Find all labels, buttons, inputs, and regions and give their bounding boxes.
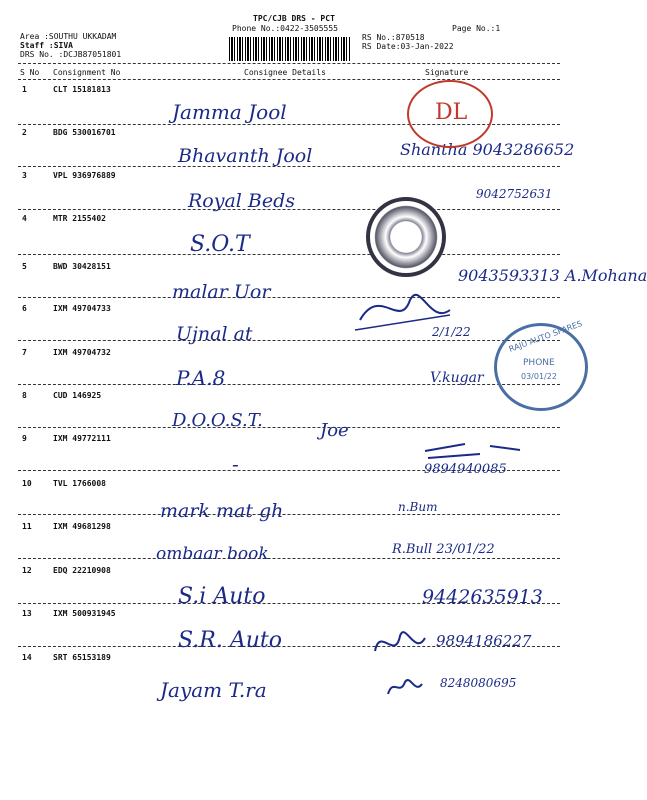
handwritten-signature: Joe xyxy=(320,420,349,441)
row-consignment: SRT 65153189 xyxy=(53,653,111,662)
row-consignment: IXM 49681298 xyxy=(53,522,111,531)
column-sno: S No xyxy=(20,68,40,77)
handwritten-signature: Shantha 9043286652 xyxy=(400,140,575,159)
drs-number: DRS No. :DCJB87051801 xyxy=(20,50,122,59)
dl-stamp-text: DL xyxy=(435,100,468,125)
row-consignment: CLT 15181813 xyxy=(53,85,111,94)
handwritten-consignee: malar Uor xyxy=(172,281,271,303)
row-sno: 13 xyxy=(22,609,32,618)
handwritten-consignee: D.O.O.S.T. xyxy=(172,410,263,431)
phone-number: Phone No.:0422-3505555 xyxy=(232,24,338,33)
row-sno: 14 xyxy=(22,653,32,662)
staff-label: Staff :SIVA xyxy=(20,41,73,50)
row-consignment: IXM 49704732 xyxy=(53,348,111,357)
handwritten-consignee: S.i Auto xyxy=(178,584,266,609)
handwritten-consignee: ombaar book xyxy=(156,544,269,564)
row-consignment: CUD 146925 xyxy=(53,391,102,400)
column-consignment: Consignment No xyxy=(53,68,121,77)
handwritten-signature: 8248080695 xyxy=(440,676,517,690)
shop-stamp-phone: PHONE xyxy=(523,358,555,368)
row-consignment: TVL 1766008 xyxy=(53,479,106,488)
row-divider xyxy=(18,427,560,428)
row-consignment: VPL 936976889 xyxy=(53,171,116,180)
dl-stamp xyxy=(407,80,493,148)
handwritten-consignee: Jayam T.ra xyxy=(160,678,267,702)
header-divider xyxy=(18,63,560,64)
handwritten-consignee: mark mat gh xyxy=(160,500,284,522)
row-divider xyxy=(18,558,560,559)
handwritten-consignee: S.O.T xyxy=(190,232,250,257)
handwritten-consignee: P.A.8 xyxy=(176,366,226,390)
handwritten-signature: 9442635913 xyxy=(422,586,543,608)
row-consignment: BWD 30428151 xyxy=(53,262,111,271)
area-label: Area :SOUTHU UKKADAM xyxy=(20,32,117,41)
row-sno: 8 xyxy=(22,391,27,400)
shop-stamp-date: 03/01/22 xyxy=(521,372,557,381)
handwritten-consignee: - xyxy=(232,452,239,476)
row-sno: 9 xyxy=(22,434,27,443)
row-sno: 5 xyxy=(22,262,27,271)
row-consignment: IXM 49704733 xyxy=(53,304,111,313)
signature-scribble xyxy=(350,280,460,340)
row-consignment: BDG 530016701 xyxy=(53,128,116,137)
row-sno: 12 xyxy=(22,566,32,575)
barcode xyxy=(229,37,351,61)
handwritten-signature: 9894186227 xyxy=(436,632,532,650)
row-sno: 6 xyxy=(22,304,27,313)
handwritten-consignee: Royal Beds xyxy=(188,190,296,212)
handwritten-consignee: Ujnal at xyxy=(176,323,253,345)
column-consignee: Consignee Details xyxy=(244,68,326,77)
handwritten-consignee: Bhavanth Jool xyxy=(178,145,313,167)
round-ink-stamp xyxy=(366,197,446,277)
page-number: Page No.:1 xyxy=(452,24,501,33)
handwritten-signature: 2/1/22 xyxy=(432,325,471,339)
row-divider xyxy=(18,514,560,515)
signature-scribble xyxy=(420,436,530,462)
handwritten-signature: 9043593313 A.Mohana xyxy=(458,266,647,285)
handwritten-consignee: S.R. Auto xyxy=(178,628,282,653)
row-divider xyxy=(18,254,560,255)
row-sno: 4 xyxy=(22,214,27,223)
rs-number: RS No.:870518 xyxy=(362,33,425,42)
row-sno: 10 xyxy=(22,479,32,488)
shop-stamp xyxy=(494,319,588,411)
row-divider xyxy=(18,297,560,298)
handwritten-signature: 9042752631 xyxy=(476,187,553,201)
handwritten-signature: R.Bull 23/01/22 xyxy=(392,542,495,557)
row-consignment: MTR 2155402 xyxy=(53,214,106,223)
column-divider xyxy=(18,79,560,80)
document-title: TPC/CJB DRS - PCT xyxy=(253,14,335,23)
row-sno: 7 xyxy=(22,348,27,357)
row-consignment: IXM 49772111 xyxy=(53,434,111,443)
rs-date: RS Date:03-Jan-2022 xyxy=(362,42,454,51)
handwritten-signature: n.Bum xyxy=(398,500,438,514)
row-consignment: EDQ 22210908 xyxy=(53,566,111,575)
row-divider xyxy=(18,340,560,341)
row-sno: 1 xyxy=(22,85,27,94)
signature-scribble xyxy=(385,676,425,700)
row-sno: 11 xyxy=(22,522,32,531)
shop-stamp-name: RAJU AUTO SPARES xyxy=(507,319,584,354)
row-consignment: IXM 500931945 xyxy=(53,609,116,618)
signature-scribble xyxy=(370,626,430,662)
handwritten-signature: 9894940085 xyxy=(424,462,507,477)
column-signature: Signature xyxy=(425,68,469,77)
handwritten-consignee: Jamma Jool xyxy=(172,100,287,124)
handwritten-signature: V.kugar xyxy=(430,370,484,386)
row-sno: 2 xyxy=(22,128,27,137)
row-sno: 3 xyxy=(22,171,27,180)
